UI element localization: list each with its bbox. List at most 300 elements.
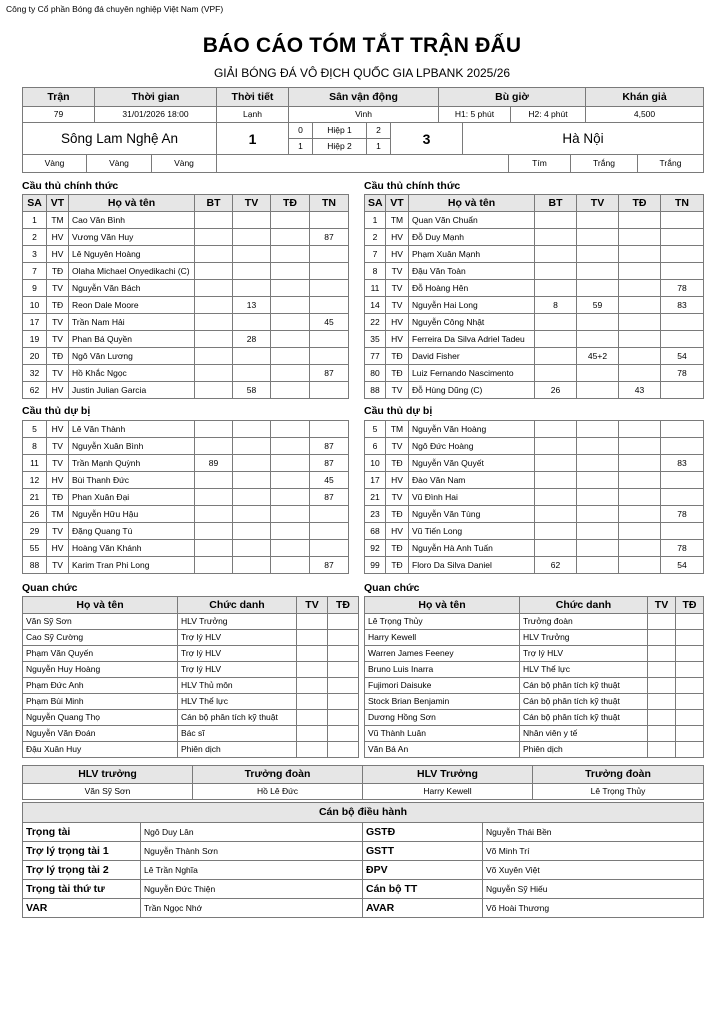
table-cell <box>619 331 661 348</box>
table-cell <box>195 229 233 246</box>
table-cell <box>271 382 310 399</box>
table-cell: TĐ <box>47 489 69 506</box>
referee-role: Trọng tài thứ tư <box>23 880 141 899</box>
official-row <box>23 662 359 678</box>
header-stoppage: Bù giờ <box>439 88 586 107</box>
table-cell: 87 <box>310 557 349 574</box>
table-cell: Lê Văn Thành <box>69 421 195 438</box>
table-cell: TV <box>386 382 409 399</box>
table-cell: TĐ <box>386 506 409 523</box>
table-cell <box>619 212 661 229</box>
table-cell: TV <box>47 314 69 331</box>
table-cell <box>619 489 661 506</box>
table-cell: 88 <box>365 382 386 399</box>
table-cell: Văn Bá An <box>365 742 520 758</box>
table-cell <box>676 678 704 694</box>
referee-role: GSTT <box>363 842 483 861</box>
away-kit-color: Tím <box>509 155 571 173</box>
stoppage-h1: H1: 5 phút <box>439 107 511 123</box>
table-cell <box>310 523 349 540</box>
table-cell: 23 <box>365 506 386 523</box>
table-cell: 68 <box>365 523 386 540</box>
table-cell: David Fisher <box>409 348 535 365</box>
table-cell <box>233 263 271 280</box>
table-cell <box>310 297 349 314</box>
table-cell <box>297 742 328 758</box>
half2-label: Hiệp 2 <box>313 139 367 155</box>
table-cell <box>648 742 676 758</box>
table-cell <box>535 438 577 455</box>
table-cell: 87 <box>310 438 349 455</box>
referee-row <box>23 899 704 918</box>
table-cell <box>233 212 271 229</box>
table-cell <box>676 662 704 678</box>
table-cell <box>195 472 233 489</box>
table-cell: Lê Nguyên Hoàng <box>69 246 195 263</box>
table-cell <box>271 314 310 331</box>
table-cell: Reon Dale Moore <box>69 297 195 314</box>
referee-name: Lê Trần Nghĩa <box>141 861 363 880</box>
away-kit-color: Trắng <box>638 155 704 173</box>
table-cell: HV <box>386 472 409 489</box>
table-cell: Cán bộ phân tích kỹ thuật <box>520 678 648 694</box>
table-cell <box>661 382 704 399</box>
table-cell: 29 <box>23 523 47 540</box>
player-row <box>365 523 704 540</box>
table-cell: Phan Xuân Đại <box>69 489 195 506</box>
home-kit-color: Vàng <box>23 155 87 173</box>
table-cell <box>271 263 310 280</box>
table-cell <box>577 455 619 472</box>
table-cell <box>328 726 359 742</box>
referee-role: Trợ lý trọng tài 1 <box>23 842 141 861</box>
table-cell <box>310 421 349 438</box>
managers-table <box>22 765 704 800</box>
table-cell <box>676 694 704 710</box>
table-cell: 78 <box>661 506 704 523</box>
table-cell: TM <box>386 421 409 438</box>
player-row <box>365 365 704 382</box>
table-cell: HLV Thủ môn <box>178 678 297 694</box>
official-row <box>365 630 704 646</box>
table-cell: 54 <box>661 348 704 365</box>
official-row <box>365 646 704 662</box>
away-starting-label: Cầu thủ chính thức <box>364 180 461 192</box>
away-team-name: Hà Nội <box>463 123 704 155</box>
referee-name: Võ Xuyên Việt <box>483 861 704 880</box>
official-row <box>365 614 704 630</box>
table-cell: 92 <box>365 540 386 557</box>
referee-name: Võ Hoài Thương <box>483 899 704 918</box>
table-cell: Trần Nam Hải <box>69 314 195 331</box>
table-cell: 13 <box>233 297 271 314</box>
table-cell: Đỗ Duy Mạnh <box>409 229 535 246</box>
home-team-leader-header: Trưởng đoàn <box>193 766 363 784</box>
table-cell <box>577 365 619 382</box>
away-officials-table <box>364 596 704 758</box>
table-cell <box>328 694 359 710</box>
official-row <box>365 710 704 726</box>
table-cell <box>619 506 661 523</box>
table-cell: 54 <box>661 557 704 574</box>
table-cell <box>676 710 704 726</box>
table-cell: Nguyễn Văn Hoàng <box>409 421 535 438</box>
table-cell <box>619 314 661 331</box>
table-cell <box>619 263 661 280</box>
table-cell: 77 <box>365 348 386 365</box>
player-row <box>365 331 704 348</box>
column-header: TN <box>661 195 704 212</box>
column-header: TĐ <box>328 597 359 614</box>
table-cell <box>271 506 310 523</box>
table-cell: HLV Thể lực <box>520 662 648 678</box>
referee-role: VAR <box>23 899 141 918</box>
table-cell <box>535 540 577 557</box>
column-header: TN <box>310 195 349 212</box>
kit-spacer <box>217 155 509 173</box>
home-kit-color: Vàng <box>87 155 152 173</box>
table-cell <box>297 630 328 646</box>
table-cell: TM <box>47 212 69 229</box>
official-row <box>23 678 359 694</box>
table-cell: 62 <box>23 382 47 399</box>
table-cell <box>648 694 676 710</box>
table-cell <box>577 280 619 297</box>
official-row <box>23 710 359 726</box>
player-row <box>23 506 349 523</box>
home-team-leader: Hồ Lê Đức <box>193 784 363 800</box>
away-subs-table <box>364 420 704 574</box>
table-cell <box>661 314 704 331</box>
match-number: 79 <box>23 107 95 123</box>
away-team-leader-header: Trưởng đoàn <box>533 766 704 784</box>
table-cell <box>535 263 577 280</box>
table-cell <box>195 540 233 557</box>
table-cell <box>535 314 577 331</box>
table-cell <box>195 438 233 455</box>
column-header: TV <box>233 195 271 212</box>
referee-name: Ngô Duy Lân <box>141 823 363 842</box>
table-cell <box>577 506 619 523</box>
table-cell: Nguyễn Hai Long <box>409 297 535 314</box>
table-cell: Nguyễn Văn Tùng <box>409 506 535 523</box>
table-cell <box>328 662 359 678</box>
away-starting-table <box>364 194 704 399</box>
half1-home-goals: 0 <box>289 123 313 139</box>
table-cell: 78 <box>661 365 704 382</box>
player-row <box>365 263 704 280</box>
table-cell <box>535 212 577 229</box>
official-row <box>23 646 359 662</box>
table-cell <box>271 438 310 455</box>
referees-table <box>22 802 704 918</box>
table-cell: 26 <box>535 382 577 399</box>
table-cell: Bác sĩ <box>178 726 297 742</box>
table-cell: Vũ Tiến Long <box>409 523 535 540</box>
table-cell: 8 <box>535 297 577 314</box>
player-row <box>23 455 349 472</box>
table-cell: 21 <box>365 489 386 506</box>
official-row <box>23 694 359 710</box>
player-row <box>365 229 704 246</box>
table-cell: 22 <box>365 314 386 331</box>
table-cell <box>195 421 233 438</box>
table-cell <box>310 540 349 557</box>
player-row <box>23 297 349 314</box>
league-title: GIẢI BÓNG ĐÁ VÔ ĐỊCH QUỐC GIA LPBANK 2025/26 <box>213 66 511 80</box>
table-cell: 3 <box>23 246 47 263</box>
table-cell: Hồ Khắc Ngọc <box>69 365 195 382</box>
table-cell: 88 <box>23 557 47 574</box>
header-weather: Thời tiết <box>217 88 289 107</box>
table-cell <box>271 365 310 382</box>
column-header: VT <box>386 195 409 212</box>
table-cell: 7 <box>365 246 386 263</box>
table-cell: TV <box>47 455 69 472</box>
table-cell <box>577 246 619 263</box>
table-cell <box>271 540 310 557</box>
away-subs-label: Cầu thủ dự bị <box>364 405 433 417</box>
table-cell: Nguyễn Hà Anh Tuấn <box>409 540 535 557</box>
table-cell: HV <box>386 229 409 246</box>
table-cell <box>676 614 704 630</box>
table-cell: Đỗ Hoàng Hên <box>409 280 535 297</box>
table-cell <box>271 472 310 489</box>
player-row <box>23 348 349 365</box>
table-cell: Phạm Đức Anh <box>23 678 178 694</box>
table-cell <box>577 438 619 455</box>
table-cell: HV <box>47 229 69 246</box>
table-cell <box>619 348 661 365</box>
table-cell <box>676 646 704 662</box>
table-cell <box>195 280 233 297</box>
table-cell <box>619 540 661 557</box>
table-cell <box>328 678 359 694</box>
table-cell: HV <box>47 246 69 263</box>
table-cell: TV <box>386 280 409 297</box>
table-cell <box>297 662 328 678</box>
table-cell <box>233 438 271 455</box>
player-row <box>23 229 349 246</box>
referee-name: Nguyễn Đức Thiện <box>141 880 363 899</box>
match-info-table <box>22 87 704 123</box>
table-cell: Nguyễn Huy Hoàng <box>23 662 178 678</box>
player-row <box>23 489 349 506</box>
player-row <box>365 557 704 574</box>
table-cell <box>661 331 704 348</box>
table-cell <box>535 523 577 540</box>
player-row <box>23 246 349 263</box>
table-cell: Bruno Luis Inarra <box>365 662 520 678</box>
table-cell <box>661 263 704 280</box>
table-cell: 87 <box>310 229 349 246</box>
player-row <box>365 382 704 399</box>
table-cell <box>648 630 676 646</box>
table-cell: HV <box>47 421 69 438</box>
table-cell: Quan Văn Chuẩn <box>409 212 535 229</box>
table-cell: HV <box>386 331 409 348</box>
table-cell: Phạm Xuân Mạnh <box>409 246 535 263</box>
player-row <box>365 246 704 263</box>
table-cell: 10 <box>365 455 386 472</box>
table-cell <box>233 246 271 263</box>
table-cell: Đậu Xuân Huy <box>23 742 178 758</box>
table-cell <box>271 348 310 365</box>
table-cell: 59 <box>577 297 619 314</box>
table-cell: Trưởng đoàn <box>520 614 648 630</box>
away-score: 3 <box>391 123 463 155</box>
table-cell <box>577 212 619 229</box>
table-cell <box>661 421 704 438</box>
table-cell <box>233 557 271 574</box>
player-row <box>23 557 349 574</box>
column-header: TV <box>577 195 619 212</box>
table-cell: Stock Brian Benjamin <box>365 694 520 710</box>
table-cell: Trợ lý HLV <box>178 646 297 662</box>
table-cell <box>648 662 676 678</box>
table-cell: 17 <box>23 314 47 331</box>
table-cell: 19 <box>23 331 47 348</box>
table-cell <box>577 421 619 438</box>
table-cell <box>661 489 704 506</box>
table-cell: Vũ Thành Luân <box>365 726 520 742</box>
player-row <box>365 540 704 557</box>
table-cell: 11 <box>23 455 47 472</box>
table-cell: Đậu Văn Toàn <box>409 263 535 280</box>
column-header: SA <box>365 195 386 212</box>
home-subs-table <box>22 420 349 574</box>
table-cell: HLV Trưởng <box>178 614 297 630</box>
table-cell <box>233 540 271 557</box>
header-match: Trận <box>23 88 95 107</box>
table-cell <box>195 331 233 348</box>
referee-name: Nguyễn Sỹ Hiếu <box>483 880 704 899</box>
home-subs-label: Cầu thủ dự bị <box>22 405 91 417</box>
table-cell: Hoàng Văn Khánh <box>69 540 195 557</box>
table-cell: Cán bộ phân tích kỹ thuật <box>178 710 297 726</box>
home-officials-table <box>22 596 359 758</box>
referee-name: Võ Minh Trí <box>483 842 704 861</box>
table-cell <box>577 557 619 574</box>
table-cell <box>577 472 619 489</box>
table-cell: TV <box>47 438 69 455</box>
table-cell <box>297 710 328 726</box>
table-cell: Lê Trọng Thủy <box>365 614 520 630</box>
player-row <box>365 438 704 455</box>
header-stadium: Sân vận động <box>289 88 439 107</box>
table-cell: 10 <box>23 297 47 314</box>
table-cell <box>661 472 704 489</box>
table-cell <box>577 489 619 506</box>
half1-away-goals: 2 <box>367 123 391 139</box>
table-cell <box>619 280 661 297</box>
away-kit-color: Trắng <box>571 155 638 173</box>
table-cell <box>233 489 271 506</box>
table-cell: 58 <box>233 382 271 399</box>
table-cell: Floro Da Silva Daniel <box>409 557 535 574</box>
table-cell: 83 <box>661 297 704 314</box>
table-cell: Justin Julian Garcia <box>69 382 195 399</box>
table-cell <box>271 246 310 263</box>
table-cell <box>619 557 661 574</box>
table-cell <box>661 229 704 246</box>
table-cell <box>310 382 349 399</box>
player-row <box>23 382 349 399</box>
table-cell: Trần Mạnh Quỳnh <box>69 455 195 472</box>
player-row <box>365 297 704 314</box>
table-cell <box>676 742 704 758</box>
table-cell <box>310 331 349 348</box>
table-cell <box>310 246 349 263</box>
match-stadium: Vinh <box>289 107 439 123</box>
table-cell <box>619 365 661 382</box>
table-cell: 21 <box>23 489 47 506</box>
table-cell: 1 <box>23 212 47 229</box>
referee-role: GSTĐ <box>363 823 483 842</box>
referee-row <box>23 861 704 880</box>
home-starting-label: Cầu thủ chính thức <box>22 180 119 192</box>
table-cell: Harry Kewell <box>365 630 520 646</box>
column-header: Họ và tên <box>69 195 195 212</box>
stoppage-h2: H2: 4 phút <box>511 107 586 123</box>
table-cell: Phạm Văn Quyến <box>23 646 178 662</box>
column-header: TĐ <box>271 195 310 212</box>
table-cell <box>271 489 310 506</box>
player-row <box>365 314 704 331</box>
table-cell: TĐ <box>386 348 409 365</box>
referee-name: Trần Ngọc Nhớ <box>141 899 363 918</box>
table-cell: TM <box>386 212 409 229</box>
table-header-row <box>365 195 704 212</box>
table-cell <box>195 314 233 331</box>
player-row <box>23 523 349 540</box>
official-row <box>23 630 359 646</box>
table-cell: Nguyễn Quang Thọ <box>23 710 178 726</box>
column-header: TV <box>297 597 328 614</box>
table-cell: HV <box>386 314 409 331</box>
home-starting-table <box>22 194 349 399</box>
table-cell: 11 <box>365 280 386 297</box>
table-cell <box>195 506 233 523</box>
table-cell: TV <box>386 297 409 314</box>
home-kit-color: Vàng <box>152 155 217 173</box>
match-datetime: 31/01/2026 18:00 <box>95 107 217 123</box>
table-cell: 9 <box>23 280 47 297</box>
table-cell <box>195 246 233 263</box>
table-cell: 20 <box>23 348 47 365</box>
table-cell: Vương Văn Huy <box>69 229 195 246</box>
table-cell <box>297 646 328 662</box>
table-cell <box>233 455 271 472</box>
table-cell: Văn Sỹ Sơn <box>23 614 178 630</box>
column-header: SA <box>23 195 47 212</box>
table-cell <box>328 614 359 630</box>
table-cell <box>195 348 233 365</box>
table-cell: TĐ <box>47 297 69 314</box>
table-cell: TĐ <box>386 455 409 472</box>
table-cell: 87 <box>310 489 349 506</box>
table-cell: Warren James Feeney <box>365 646 520 662</box>
table-cell: TĐ <box>386 557 409 574</box>
header-time: Thời gian <box>95 88 217 107</box>
table-cell: TV <box>386 263 409 280</box>
table-cell <box>328 630 359 646</box>
table-cell <box>195 557 233 574</box>
table-cell <box>233 314 271 331</box>
table-cell: Fujimori Daisuke <box>365 678 520 694</box>
table-cell <box>619 455 661 472</box>
table-cell <box>195 382 233 399</box>
